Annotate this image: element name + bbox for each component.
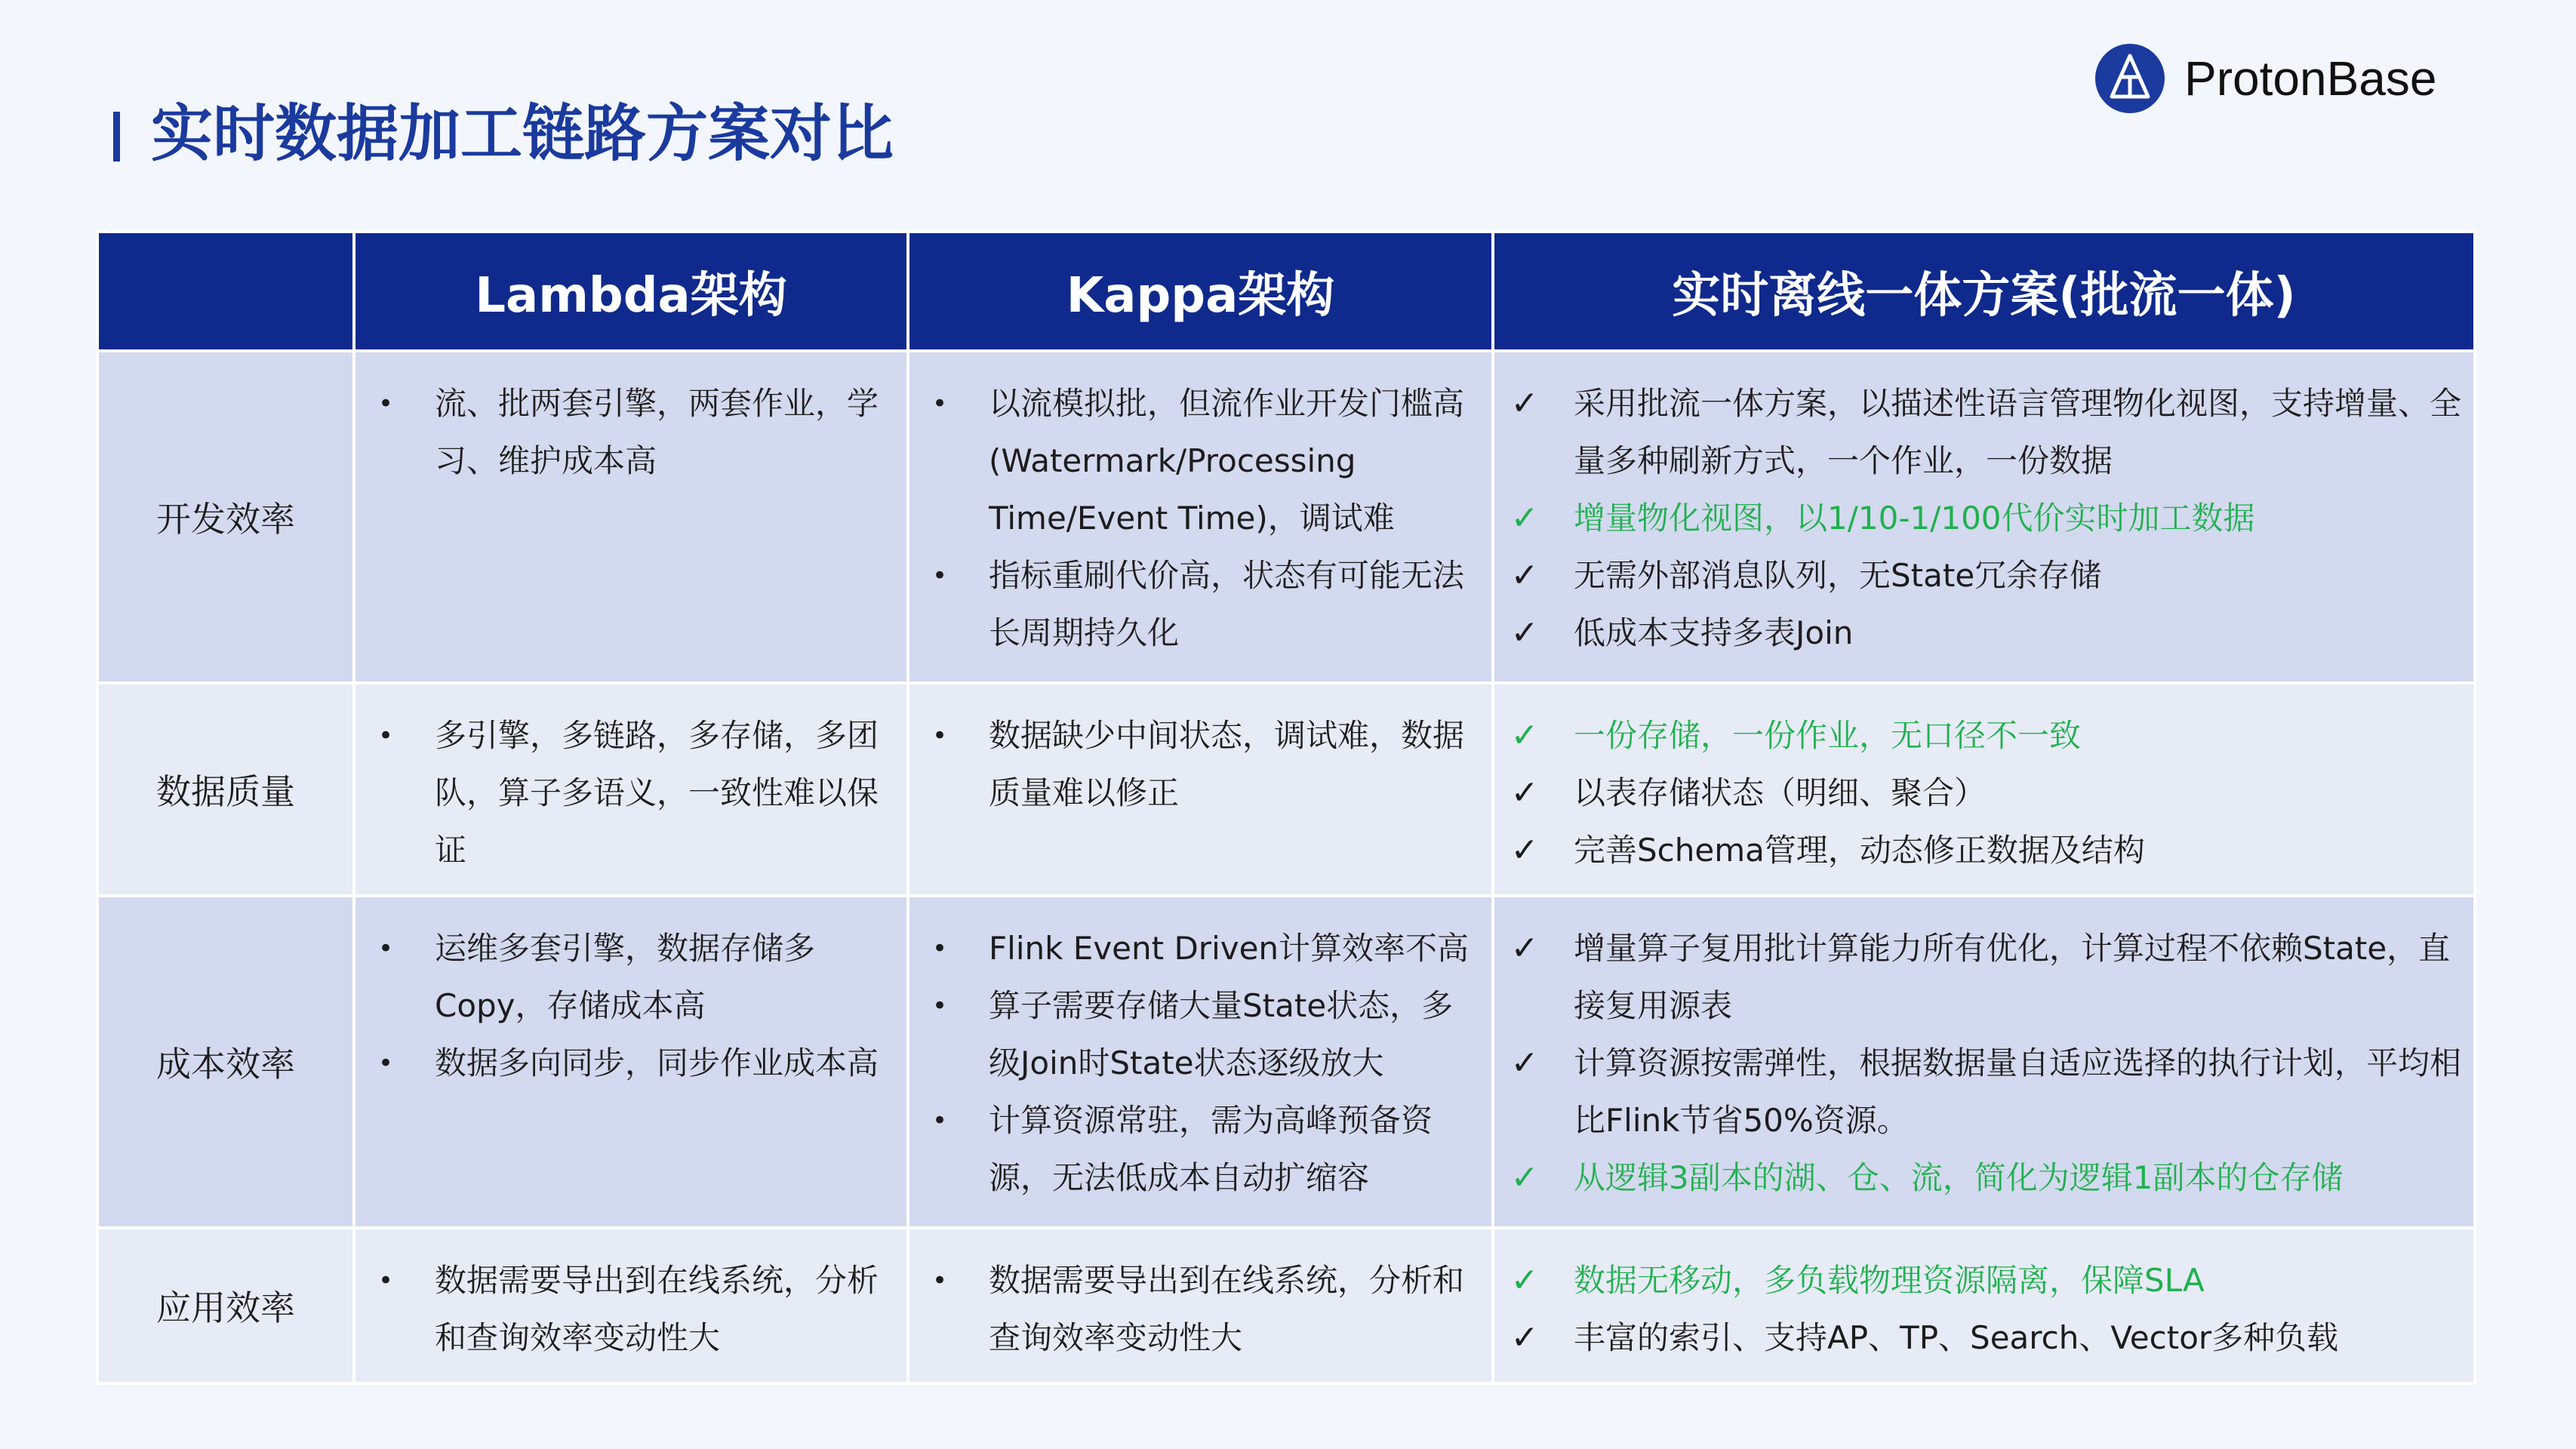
lambda-cell bbox=[354, 683, 908, 896]
bullet-icon: • bbox=[377, 1048, 394, 1078]
list-item: • 数据需要导出到在线系统，分析和查询效率变动性大 bbox=[355, 1252, 896, 1367]
row-label: 成本效率 bbox=[97, 896, 354, 1228]
list-item: • 数据缺少中间状态，调试难，数据质量难以修正 bbox=[909, 707, 1481, 822]
check-icon: ✓ bbox=[1510, 556, 1539, 595]
check-icon: ✓ bbox=[1510, 1158, 1539, 1197]
unified-cell bbox=[1493, 351, 2475, 683]
title-accent-bar bbox=[113, 112, 120, 162]
bullet-icon: • bbox=[931, 389, 948, 419]
list-item: • 计算资源常驻，需为高峰预备资源，无法低成本自动扩缩容 bbox=[909, 1092, 1481, 1207]
bullet-icon: • bbox=[931, 1266, 948, 1296]
protonbase-logo-icon bbox=[2095, 44, 2165, 113]
list-item: ✓ 计算资源按需弹性，根据数据量自适应选择的执行计划，平均相比Flink节省50%资源。 bbox=[1494, 1035, 2463, 1149]
bullet-icon: • bbox=[931, 721, 948, 751]
kappa-cell bbox=[908, 896, 1493, 1228]
list-item: • 流、批两套引擎，两套作业，学习、维护成本高 bbox=[355, 375, 896, 490]
table-row bbox=[97, 351, 2475, 683]
bullet-icon: • bbox=[377, 389, 394, 419]
lambda-cell bbox=[354, 1228, 908, 1383]
row-label: 应用效率 bbox=[97, 1228, 354, 1383]
brand-name: ProtonBase bbox=[2184, 51, 2437, 106]
list-item: • 运维多套引擎，数据存储多Copy，存储成本高 bbox=[355, 920, 896, 1035]
bullet-icon: • bbox=[377, 1266, 394, 1296]
header-lambda: Lambda架构 bbox=[354, 232, 908, 351]
lambda-cell bbox=[354, 351, 908, 683]
bullet-icon: • bbox=[377, 721, 394, 751]
check-icon: ✓ bbox=[1510, 499, 1539, 537]
list-item-highlight: ✓ 数据无移动，多负载物理资源隔离，保障SLA bbox=[1494, 1252, 2463, 1309]
table-row bbox=[97, 896, 2475, 1228]
bullet-icon: • bbox=[931, 934, 948, 964]
table-header-row bbox=[97, 232, 2475, 351]
check-icon: ✓ bbox=[1510, 774, 1539, 812]
table-row bbox=[97, 683, 2475, 896]
header-empty bbox=[97, 232, 354, 351]
list-item: ✓ 完善Schema管理，动态修正数据及结构 bbox=[1494, 822, 2463, 879]
list-item: ✓ 采用批流一体方案，以描述性语言管理物化视图，支持增量、全量多种刷新方式，一个作业，一份数据 bbox=[1494, 375, 2463, 490]
bullet-icon: • bbox=[931, 561, 948, 591]
bullet-icon: • bbox=[377, 934, 394, 964]
check-icon: ✓ bbox=[1510, 929, 1539, 968]
list-item: ✓ 以表存储状态（明细、聚合） bbox=[1494, 764, 2463, 822]
check-icon: ✓ bbox=[1510, 614, 1539, 652]
kappa-cell bbox=[908, 351, 1493, 683]
page-title: 实时数据加工链路方案对比 bbox=[151, 98, 894, 170]
check-icon: ✓ bbox=[1510, 831, 1539, 869]
check-icon: ✓ bbox=[1510, 384, 1539, 423]
list-item: • 多引擎，多链路，多存储，多团队，算子多语义，一致性难以保证 bbox=[355, 707, 896, 879]
check-icon: ✓ bbox=[1510, 1044, 1539, 1082]
kappa-cell bbox=[908, 683, 1493, 896]
row-label: 开发效率 bbox=[97, 351, 354, 683]
list-item-highlight: ✓ 一份存储，一份作业，无口径不一致 bbox=[1494, 707, 2463, 764]
list-item: ✓ 丰富的索引、支持AP、TP、Search、Vector多种负载 bbox=[1494, 1309, 2463, 1367]
bullet-icon: • bbox=[931, 991, 948, 1021]
unified-cell bbox=[1493, 683, 2475, 896]
row-label: 数据质量 bbox=[97, 683, 354, 896]
list-item: • 数据需要导出到在线系统，分析和查询效率变动性大 bbox=[909, 1252, 1481, 1367]
check-icon: ✓ bbox=[1510, 716, 1539, 755]
list-item: ✓ 无需外部消息队列，无State冗余存储 bbox=[1494, 547, 2463, 605]
list-item: • 算子需要存储大量State状态，多级Join时State状态逐级放大 bbox=[909, 977, 1481, 1092]
list-item-highlight: ✓ 从逻辑3副本的湖、仓、流，简化为逻辑1副本的仓存储 bbox=[1494, 1149, 2463, 1207]
kappa-cell bbox=[908, 1228, 1493, 1383]
check-icon: ✓ bbox=[1510, 1318, 1539, 1357]
header-kappa: Kappa架构 bbox=[908, 232, 1493, 351]
lambda-cell bbox=[354, 896, 908, 1228]
comparison-table bbox=[96, 230, 2476, 1385]
list-item: ✓ 低成本支持多表Join bbox=[1494, 605, 2463, 662]
header-unified: 实时离线一体方案(批流一体) bbox=[1493, 232, 2475, 351]
list-item: ✓ 增量算子复用批计算能力所有优化，计算过程不依赖State，直接复用源表 bbox=[1494, 920, 2463, 1035]
list-item: • 数据多向同步，同步作业成本高 bbox=[355, 1035, 896, 1092]
brand-logo bbox=[2095, 44, 2436, 113]
list-item: • 以流模拟批，但流作业开发门槛高(Watermark/Processing Time/Event Time)，调试难 bbox=[909, 375, 1481, 547]
list-item: • 指标重刷代价高，状态有可能无法长周期持久化 bbox=[909, 547, 1481, 662]
table-row bbox=[97, 1228, 2475, 1383]
list-item-highlight: ✓ 增量物化视图，以1/10-1/100代价实时加工数据 bbox=[1494, 490, 2463, 547]
bullet-icon: • bbox=[931, 1106, 948, 1136]
check-icon: ✓ bbox=[1510, 1261, 1539, 1300]
unified-cell bbox=[1493, 1228, 2475, 1383]
list-item: • Flink Event Driven计算效率不高 bbox=[909, 920, 1481, 977]
unified-cell bbox=[1493, 896, 2475, 1228]
